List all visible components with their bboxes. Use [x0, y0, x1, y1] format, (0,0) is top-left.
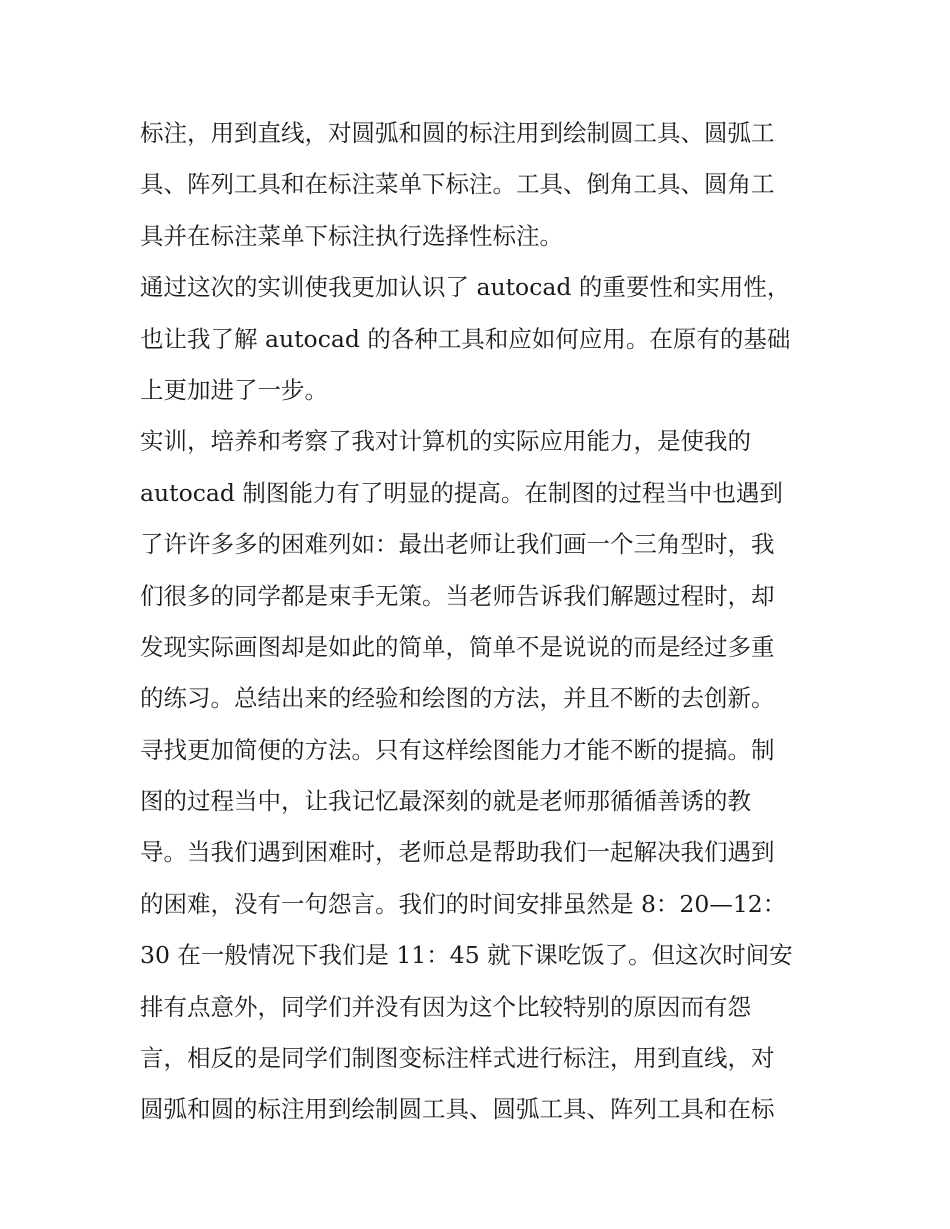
- text-line-6: 上更加进了一步。: [140, 375, 328, 404]
- text-line-18: 排有点意外，同学们并没有因为这个比较特别的原因而有怨: [140, 992, 751, 1021]
- text-line-14: 图的过程当中，让我记忆最深刻的就是老师那循循善诱的教: [140, 787, 751, 816]
- text-line-8: autocad 制图能力有了明显的提高。在制图的过程当中也遇到: [140, 478, 783, 507]
- text-line-11: 发现实际画图却是如此的简单，简单不是说说的而是经过多重: [140, 632, 775, 661]
- text-line-3: 具并在标注菜单下标注执行选择性标注。: [140, 221, 563, 250]
- text-line-17: 30 在一般情况下我们是 11：45 就下课吃饭了。但这次时间安: [140, 941, 793, 970]
- body-text: [140, 108, 820, 1136]
- text-line-5: 也让我了解 autocad 的各种工具和应如何应用。在原有的基础: [140, 324, 791, 353]
- text-line-1: 标注，用到直线，对圆弧和圆的标注用到绘制圆工具、圆弧工: [140, 119, 775, 147]
- text-line-19: 言，相反的是同学们制图变标注样式进行标注，用到直线，对: [140, 1044, 775, 1073]
- text-line-16: 的困难，没有一句怨言。我们的时间安排虽然是 8：20—12：: [140, 889, 787, 918]
- text-line-9: 了许许多多的困难列如：最出老师让我们画一个三角型时，我: [140, 530, 775, 559]
- text-line-10: 们很多的同学都是束手无策。当老师告诉我们解题过程时，却: [140, 581, 775, 610]
- text-line-7: 实训，培养和考察了我对计算机的实际应用能力，是使我的: [140, 427, 751, 456]
- text-line-20: 圆弧和圆的标注用到绘制圆工具、圆弧工具、阵列工具和在标: [140, 1095, 775, 1124]
- text-line-4: 通过这次的实训使我更加认识了 autocad 的重要性和实用性，: [140, 273, 791, 302]
- text-line-2: 具、阵列工具和在标注菜单下标注。工具、倒角工具、圆角工: [140, 170, 775, 199]
- text-line-12: 的练习。总结出来的经验和绘图的方法，并且不断的去创新。: [140, 684, 775, 713]
- text-line-15: 导。当我们遇到困难时，老师总是帮助我们一起解决我们遇到: [140, 838, 775, 867]
- text-line-13: 寻找更加简便的方法。只有这样绘图能力才能不断的提搞。制: [140, 735, 775, 764]
